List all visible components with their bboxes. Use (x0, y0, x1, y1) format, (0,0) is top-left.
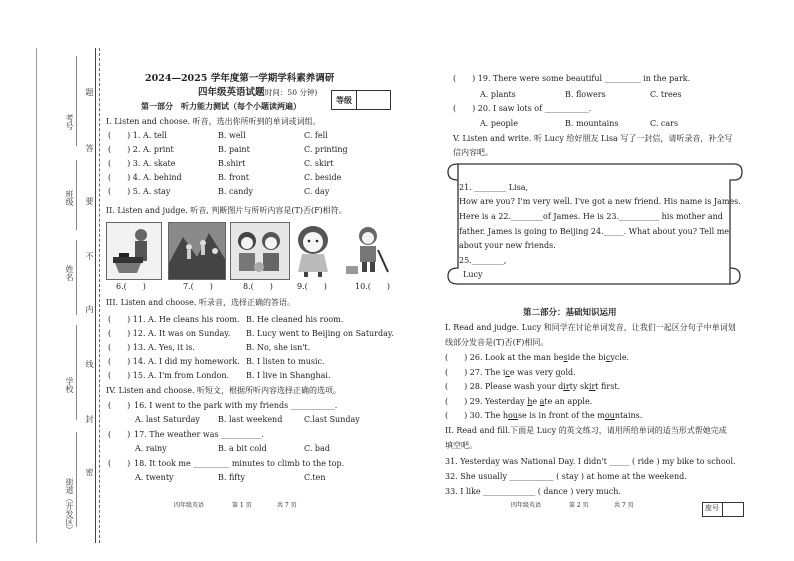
fill-instruction-1: II. Read and fill.下面是 Lucy 的英文练习，请用所给单词的适当形式帮她完成 (445, 426, 727, 435)
answer-6[interactable]: 6.( ) (116, 282, 146, 291)
letter-line-1: How are you? I'm very well. I've got a new friend. His name is James. (459, 197, 741, 206)
footer-left-page: 第 1 页 (232, 502, 252, 509)
q4-c: C. beside (304, 173, 342, 182)
q14: ( ) 14. A. I did my homework. (108, 357, 240, 366)
part5-instruction: V. Listen and write. 听 Lucy 给好朋友 Lisa 写了一封信，请听录音，补全写 (453, 134, 733, 143)
q17-paren[interactable]: ( ) (108, 430, 131, 439)
part5-instruction-2: 信内容吧。 (453, 148, 493, 157)
blank-xuexiao[interactable] (76, 325, 77, 420)
q15-b: B. I live in Shanghai. (246, 371, 331, 380)
q20-c: C. cars (650, 119, 679, 128)
footer-right-total: 共 7 页 (614, 502, 634, 509)
exam-title: 2024—2025 学年度第一学期学科素养调研 (145, 73, 335, 84)
q16-c: C.last Sunday (304, 415, 360, 424)
q16: 16. I went to the park with my friends ___________. (134, 401, 338, 410)
q17-a: A. rainy (135, 444, 167, 453)
binding-line (95, 48, 96, 543)
letter-line-22: Here is a 22.________of James. He is 23.__________ his mother and (459, 212, 723, 221)
q4: ( ) 4. A. behind (108, 173, 182, 182)
q16-a: A. last Saturday (135, 415, 200, 424)
part-two-title: 第二部分：基础知识运用 (523, 308, 617, 318)
q17-b: B. a bit cold (218, 444, 267, 453)
seal-char: 密 (85, 468, 94, 476)
picture-climbing (168, 222, 226, 280)
part4-instruction: IV. Listen and choose. 听短文，根据所听内容选择正确的选项。 (106, 386, 342, 395)
blank-banji[interactable] (76, 160, 77, 230)
grade-box-divider (356, 90, 357, 109)
q12-b: B. Lucy went to Beijing on Saturday. (246, 329, 394, 338)
q27: ( ) 27. The ice was very gold. (445, 368, 576, 377)
q19-b: B. flowers (565, 90, 606, 99)
q19: ( ) 19. There were some beautiful _________ in the park. (453, 74, 691, 83)
part2-instruction: II. Listen and judge. 听音, 判断图片与所听内容是(T)否(F)相符。 (106, 206, 347, 215)
q33: 33. I like _____________ ( dance ) very much. (445, 487, 621, 496)
q13: ( ) 13. A. Yes, it is. (108, 343, 195, 352)
letter-scroll-frame (444, 158, 744, 292)
part1-instruction: I. Listen and choose. 听音，选出你所听到的单词或词组。 (106, 117, 321, 126)
q14-b: B. I listen to music. (246, 357, 325, 366)
q20: ( ) 20. I saw lots of ___________. (453, 104, 592, 113)
q16-paren[interactable]: ( ) (108, 401, 131, 410)
q16-b: B. last weekend (218, 415, 283, 424)
seal-char: 线 (85, 360, 94, 368)
section1-title: 第一部分 听力能力测试（每个小题读两遍） (141, 101, 301, 111)
binding-label-banji: 班级 (65, 190, 74, 206)
q19-a: A. plants (480, 90, 516, 99)
exam-time: (时间：50 分钟) (262, 88, 318, 97)
picture-girl (290, 222, 336, 278)
picture-kids-eating (230, 222, 290, 280)
picture-boy-sweeping (342, 222, 396, 278)
q2-c: C. printing (304, 145, 348, 154)
q31: 31. Yesterday was National Day. I didn't _____ ( ride ) my bike to school. (445, 457, 736, 466)
fill-instruction-2: 填空吧。 (445, 441, 477, 450)
binding-label-jiedao: 街道（开发区） (65, 478, 74, 534)
q18-paren[interactable]: ( ) (108, 459, 131, 468)
binding-label-xuexiao: 学校 (65, 377, 74, 393)
exam-subtitle: 四年级英语试题 (198, 87, 265, 98)
q20-a: A. people (480, 119, 518, 128)
seal-char: 封 (85, 415, 94, 423)
judge-instruction-2: 线部分发音是(T)否(F)相同。 (445, 338, 549, 347)
footer-left-total: 共 7 页 (277, 502, 297, 509)
blank-jiedao[interactable] (76, 432, 77, 527)
q28: ( ) 28. Please wash your dirty skirt first. (445, 382, 621, 391)
q17: 17. The weather was __________. (134, 430, 264, 439)
q18-b: B. fifty (218, 473, 245, 482)
q12: ( ) 12. A. It was on Sunday. (108, 329, 231, 338)
q18-c: C.ten (304, 473, 326, 482)
blank-xingming[interactable] (76, 240, 77, 315)
seal-char: 题 (85, 88, 94, 96)
seal-char: 要 (85, 197, 94, 205)
answer-7[interactable]: 7.( ) (183, 282, 213, 291)
q1-c: C. fell (304, 131, 328, 140)
q3: ( ) 3. A. skate (108, 159, 176, 168)
footer-right-subject: 四年级英语 (511, 502, 542, 509)
answer-9[interactable]: 9.( ) (297, 282, 327, 291)
binding-label-xingming: 姓名 (65, 265, 74, 281)
q1: ( ) 1. A. tell (108, 131, 167, 140)
q11-b: B. He cleaned his room. (246, 315, 344, 324)
q11: ( ) 11. A. He cleans his room. (108, 315, 240, 324)
q13-b: B. No, she isn't. (246, 343, 311, 352)
part3-instruction: III. Listen and choose. 听录音，选择正确的答语。 (106, 298, 295, 307)
q1-b: B. well (218, 131, 246, 140)
footer-right-page: 第 2 页 (569, 502, 589, 509)
q2: ( ) 2. A. print (108, 145, 174, 154)
grade-label: 等级 (336, 95, 352, 105)
letter-signature: Lucy (463, 270, 483, 279)
q17-c: C. bad (304, 444, 330, 453)
q19-c: C. trees (650, 90, 682, 99)
q5: ( ) 5. A. stay (108, 187, 171, 196)
picture-ironing (106, 222, 162, 280)
binding-inner-line (36, 48, 37, 543)
answer-10[interactable]: 10.( ) (355, 282, 390, 291)
q2-b: B. paint (218, 145, 250, 154)
seal-dashed-line (99, 48, 100, 543)
q29: ( ) 29. Yesterday he ate an apple. (445, 397, 593, 406)
q20-b: B. mountains (565, 119, 619, 128)
q32: 32. She usually ___________ ( stay ) at home at the weekend. (445, 472, 687, 481)
letter-line-25: 25.________, (459, 256, 507, 265)
letter-line-21: 21. ________ Lisa, (459, 183, 529, 192)
answer-8[interactable]: 8.( ) (243, 282, 273, 291)
q3-b: B.shirt (218, 159, 246, 168)
seal-char: 答 (85, 144, 94, 152)
footer-left-subject: 四年级英语 (174, 502, 205, 509)
q30: ( ) 30. The house is in front of the mountains. (445, 411, 643, 420)
binding-label-kaohao: 考号 (65, 114, 74, 130)
letter-line-4: about your new friends. (459, 241, 556, 250)
q18: 18. It took me _________ minutes to climb to the top. (134, 459, 345, 468)
q4-b: B. front (218, 173, 249, 182)
seat-label: 座号 (705, 504, 719, 512)
letter-line-24: father. James is going to Beijing 24._____. What about you? Tell me (459, 227, 730, 236)
q5-c: C. day (304, 187, 330, 196)
seat-box-divider (722, 502, 723, 516)
seal-char: 不 (85, 252, 94, 260)
seal-char: 内 (85, 305, 94, 313)
q3-c: C. skirt (304, 159, 334, 168)
q18-a: A. twenty (135, 473, 174, 482)
q5-b: B. candy (218, 187, 254, 196)
q26: ( ) 26. Look at the man beside the bicycle. (445, 353, 630, 362)
q15: ( ) 15. A. I'm from London. (108, 371, 230, 380)
judge-instruction-1: I. Read and judge. Lucy 和同学在讨论单词发音，让我们一起区分句子中单词划 (445, 323, 736, 332)
blank-kaohao[interactable] (76, 56, 77, 146)
